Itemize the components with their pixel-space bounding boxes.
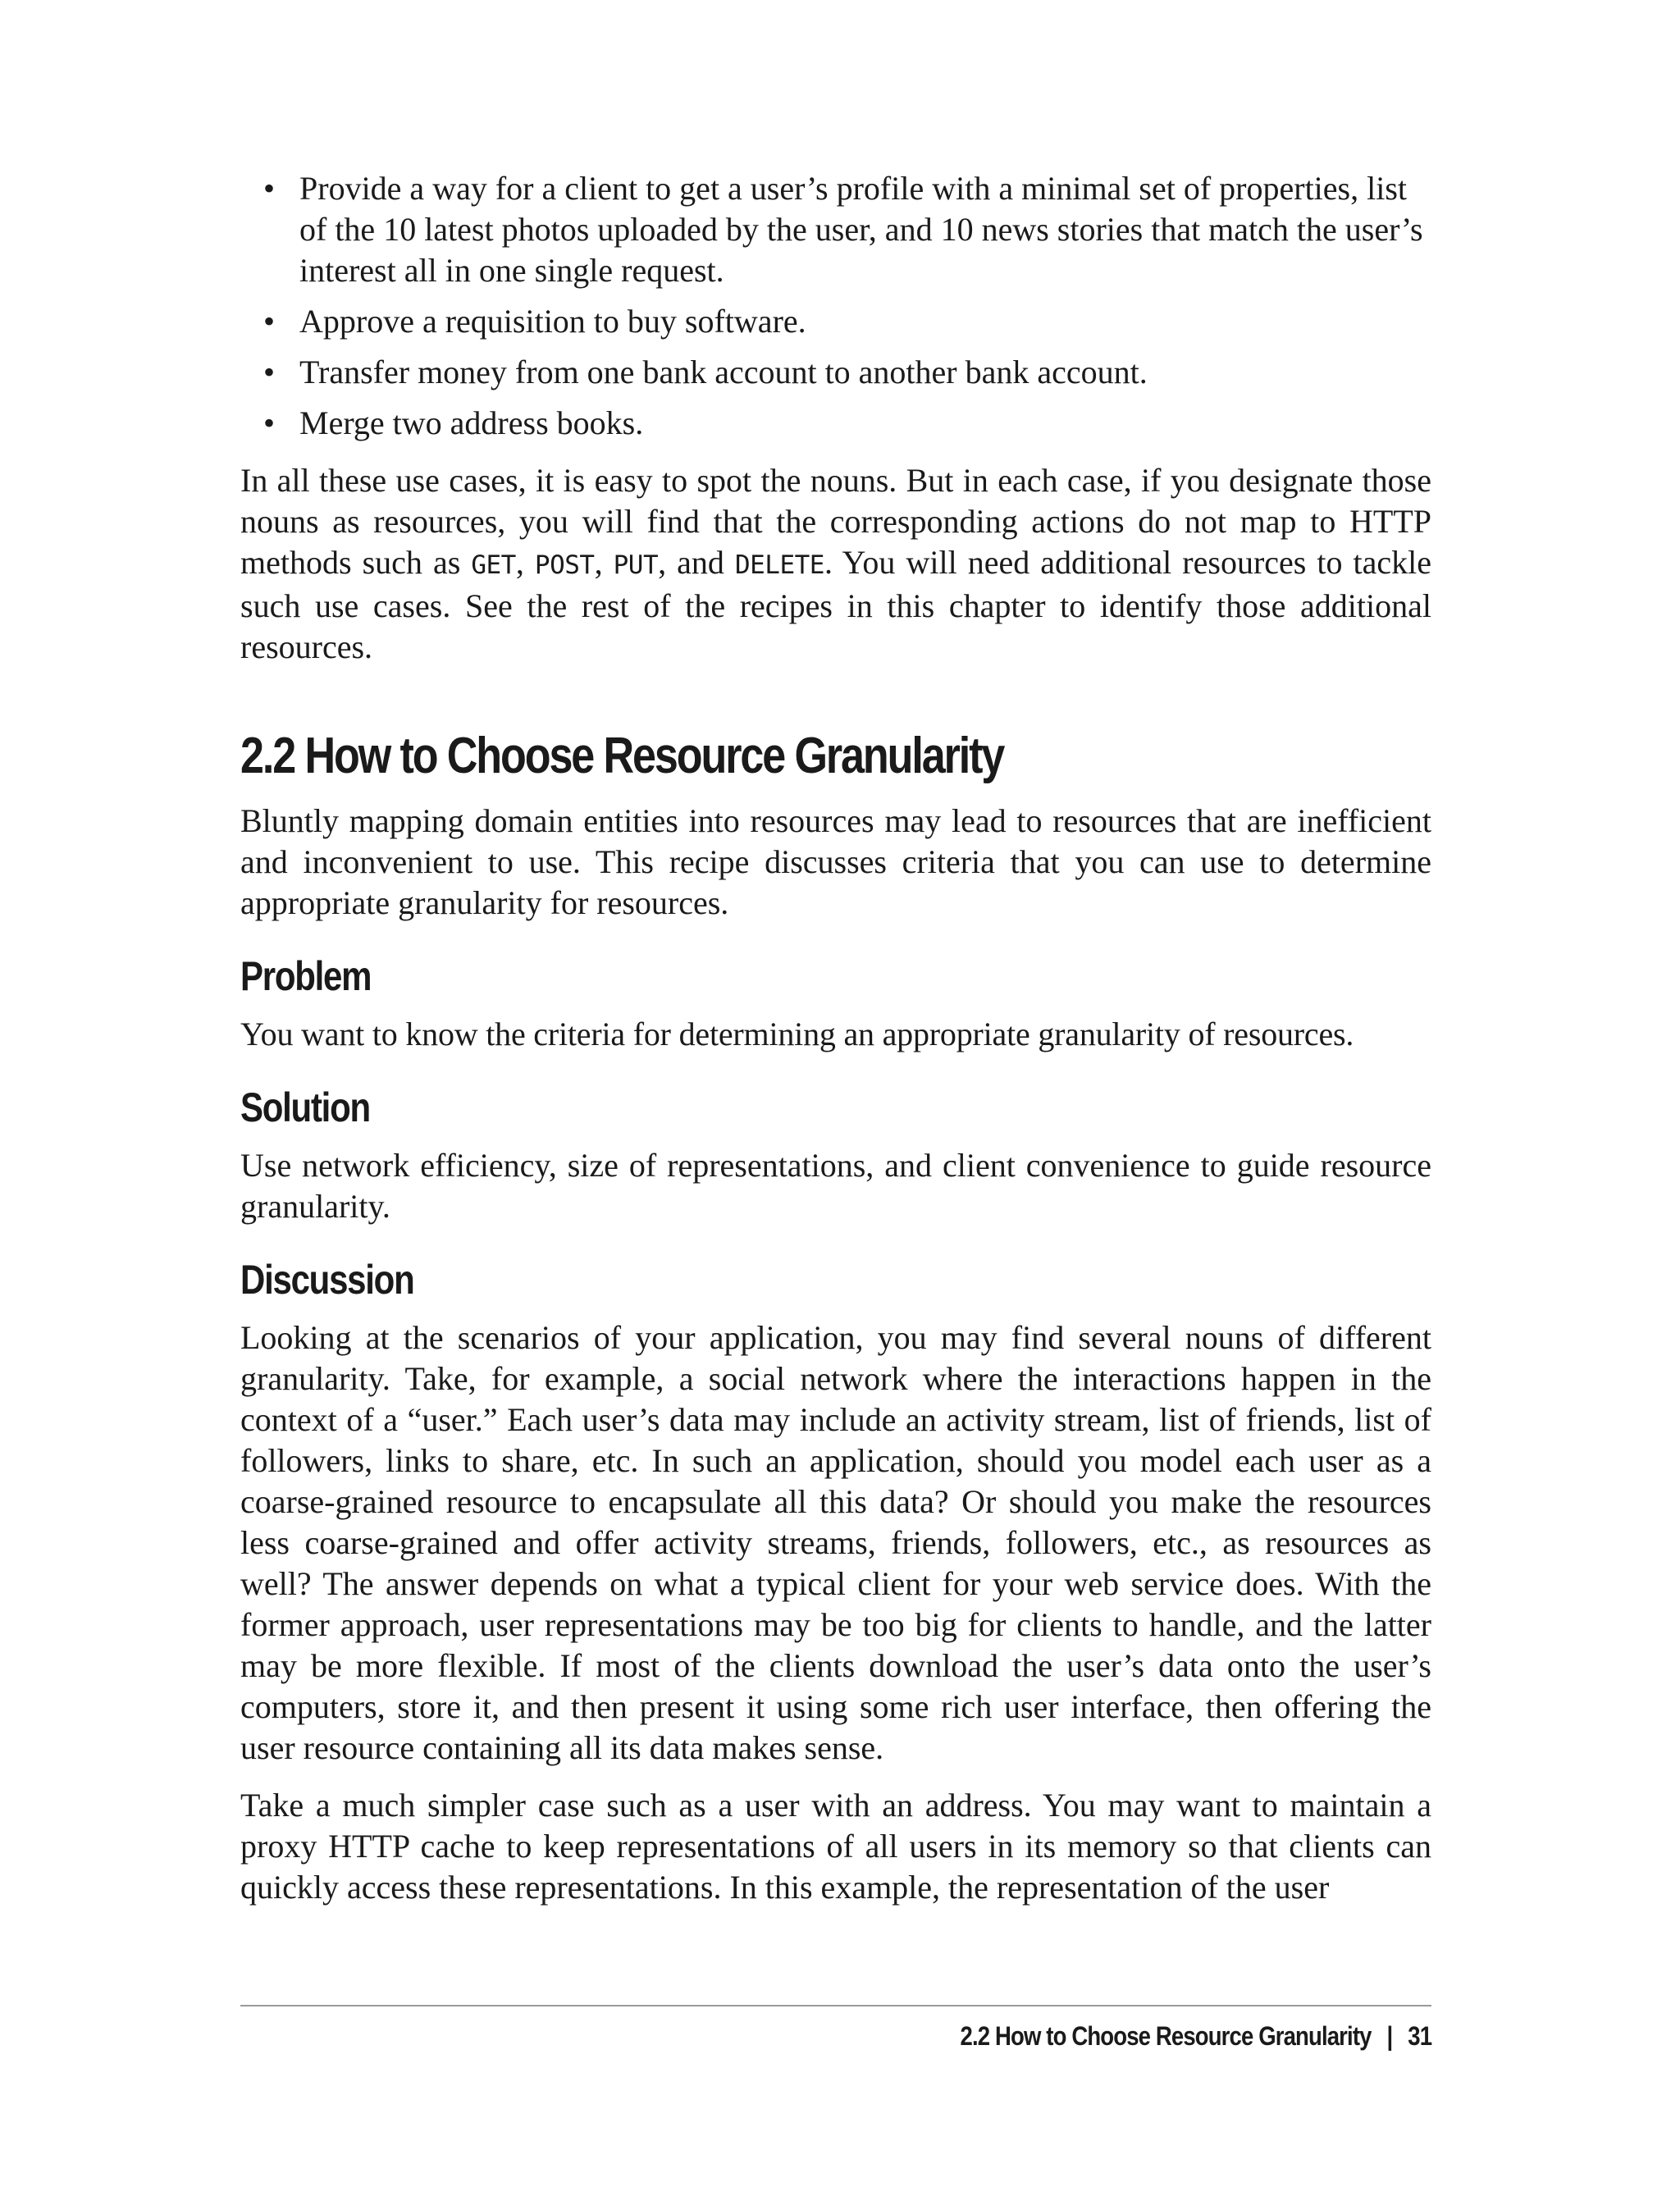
list-item [240,301,1431,342]
footer-rule [240,2005,1431,2006]
problem-heading: Problem [240,953,372,999]
solution-text: Use network efficiency, size of representations, and client convenience to guide resource granularity. [240,1147,1431,1225]
intro-and: , and [658,544,735,581]
footer-separator: | [1386,2021,1393,2051]
list-item-text: Provide a way for a client to get a user’s profile with a minimal set of properties, list of the 10 latest photos uploaded by the user, and 10 news stories that match the user’s interest all in one single request. [299,170,1423,289]
section-title: 2.2 How to Choose Resource Granularity [240,728,1004,784]
bullet-icon: • [263,170,276,207]
list-item [240,403,1431,444]
intro-text: In all these use cases, it is easy to spot the nouns. But in each case, if you designate those nouns as resources, you will find that the corresponding actions do not map to HTTP methods such as [240,462,1431,581]
intro-text: . You will need additional resources to tackle such use cases. See the rest of the recipes in this chapter to identify those additional resources. [240,544,1432,665]
running-head: 2.2 How to Choose Resource Granularity [960,2021,1372,2051]
code-delete: DELETE [734,550,824,580]
page-number: 31 [1408,2021,1431,2051]
intro-paragraph [240,460,1431,668]
list-item-text: Transfer money from one bank account to another bank account. [299,354,1148,390]
code-post: POST [534,550,595,580]
page-content [240,168,1431,1908]
list-item [240,168,1431,291]
bullet-list [240,168,1431,444]
bullet-icon: • [263,354,276,390]
intro-comma: , [594,544,614,581]
discussion-paragraph-2: Take a much simpler case such as a user with an address. You may want to maintain a proxy HTTP cache to keep representations of all users in its memory so that clients can quickly access these representations. In this example, the representation of the user [240,1787,1431,1906]
discussion-heading: Discussion [240,1257,414,1303]
intro-comma: , [515,544,535,581]
page-footer [960,2020,1431,2052]
bullet-icon: • [263,303,276,340]
bullet-icon: • [263,404,276,441]
code-get: GET [471,550,516,580]
list-item-text: Approve a requisition to buy software. [299,303,806,340]
code-put: PUT [613,550,659,580]
list-item [240,352,1431,393]
problem-text: You want to know the criteria for determining an appropriate granularity of resources. [240,1016,1354,1052]
discussion-paragraph-1: Looking at the scenarios of your application, you may find several nouns of different granularity. Take, for example, a social network where the interactions happen in the context of a “user.” Each user’s data may include an activity stream, list of friends, list of followers, links to share, etc. In such an application, should you model each user as a coarse-grained resource to encapsulate all this data? Or should you make the resources less coarse-grained and offer activity streams, friends, followers, etc., as resources as well? The answer depends on what a typical client for your web service does. With the former approach, user representations may be too big for clients to handle, and the latter may be more flexible. If most of the clients download the user’s data onto the user’s computers, store it, and then present it using some rich user interface, then offering the user resource containing all its data makes sense. [240,1319,1431,1766]
solution-heading: Solution [240,1084,370,1130]
list-item-text: Merge two address books. [299,404,644,441]
section-intro: Bluntly mapping domain entities into resources may lead to resources that are inefficient and inconvenient to use. This recipe discusses criteria that you can use to determine appropriate granularity for resources. [240,802,1431,921]
